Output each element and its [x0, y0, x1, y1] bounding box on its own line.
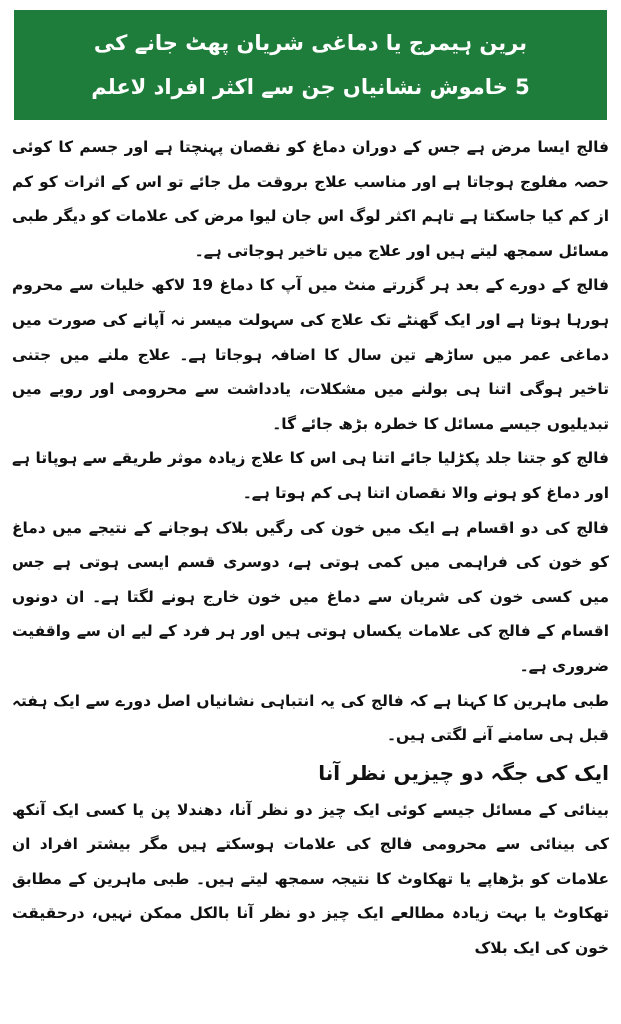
article-paragraph-2: فالج کے دورے کے بعد ہر گزرتے منٹ میں آپ کا دماغ 19 لاکھ خلیات سے محروم ہورہا ہوتا ہے اور ایک گھنٹے تک علاج کی سہولت میسر نہ آپانے کی صورت میں دماغی عمر میں ساڑھے تین سال کا اضافہ ہوجاتا ہے۔ علاج ملنے میں جتنی تاخیر ہوگی اتنا ہی بولنے میں مشکلات، یادداشت سے محرومی اور رویے میں تبدیلیوں جیسے مسائل کا خطرہ بڑھ جائے گا۔: [12, 276, 610, 433]
headline-line-1: برین ہیمرج یا دماغی شریان پھٹ جانے کی: [93, 31, 528, 55]
headline-line-2: 5 خاموش نشانیاں جن سے اکثر افراد لاعلم: [91, 75, 530, 99]
headline-banner: [14, 10, 607, 120]
section-subheading: ایک کی جگہ دو چیزیں نظر آنا: [318, 760, 609, 785]
article-paragraph-1: فالج ایسا مرض ہے جس کے دوران دماغ کو نقصان پہنچتا ہے اور جسم کا کوئی حصہ مفلوج ہوجاتا ہے اور مناسب علاج بروقت مل جائے تو اس کے اثرات کو کم از کم کیا جاسکتا ہے تاہم اکثر لوگ اس جان لیوا مرض کی علامات کو دیگر طبی مسائل سمجھ لیتے ہیں اور علاج میں تاخیر ہوجاتی ہے۔: [12, 138, 609, 260]
article-paragraph-6: بینائی کے مسائل جیسے کوئی ایک چیز دو نظر آنا، دھندلا پن یا کسی ایک آنکھ کی بینائی سے محرومی فالج کی علامات ہوسکتے ہیں مگر بیشتر افراد ان علامات کو بڑھاپے یا تھکاوٹ کا نتیجہ سمجھ لیتے ہیں۔ طبی ماہرین کے مطابق تھکاوٹ یا بہت زیادہ مطالعے ایک چیز دو نظر آنا بالکل ممکن نہیں، درحقیقت خون کی ایک بلاک: [12, 800, 609, 958]
article-paragraph-3: فالج کو جتنا جلد پکڑلیا جائے اتنا ہی اس کا علاج زیادہ موثر طریقے سے ہوپاتا ہے اور دماغ کو ہونے والا نقصان اتنا ہی کم ہوتا ہے۔: [12, 449, 609, 502]
article-paragraph-5: طبی ماہرین کا کہنا ہے کہ فالج کی یہ انتباہی نشانیاں اصل دورے سے ایک ہفتہ قبل ہی سامنے آنے لگتی ہیں۔: [12, 691, 609, 745]
article-paragraph-4: فالج کی دو اقسام ہے ایک میں خون کی رگیں بلاک ہوجانے کے نتیجے میں دماغ کو خون کی فراہمی میں کمی ہوتی ہے، دوسری قسم ایسی ہوتی ہے جس میں کسی خون کی شریان سے دماغ میں خون خارج ہونے لگتا ہے۔ ان دونوں اقسام کے فالج کی علامات یکساں ہوتی ہیں اور ہر فرد کے لیے ان سے واقفیت ضروری ہے۔: [12, 518, 609, 675]
article-body: [12, 130, 609, 966]
